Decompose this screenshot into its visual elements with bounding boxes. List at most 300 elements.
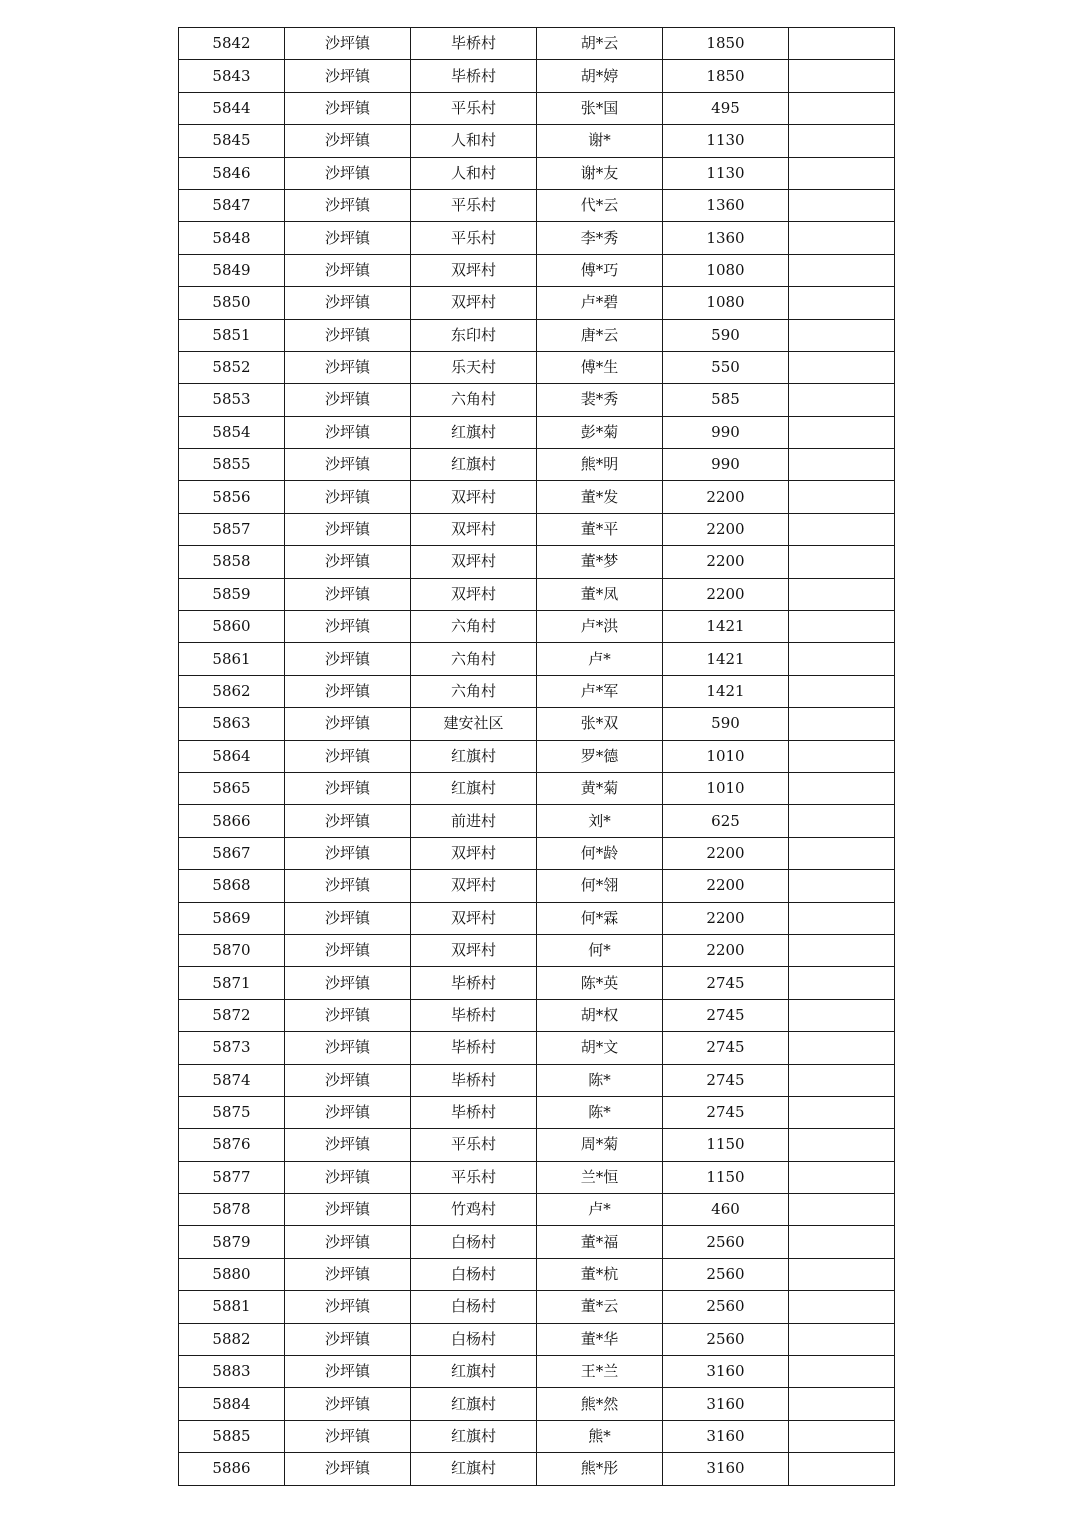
row-number-cell: 5848	[179, 222, 285, 254]
village-cell: 人和村	[411, 125, 537, 157]
amount-cell: 1421	[663, 611, 789, 643]
name-cell: 董*发	[537, 481, 663, 513]
row-number-cell: 5886	[179, 1453, 285, 1485]
town-cell: 沙坪镇	[285, 1064, 411, 1096]
town-cell: 沙坪镇	[285, 870, 411, 902]
village-cell: 平乐村	[411, 189, 537, 221]
table-row	[179, 189, 895, 221]
name-cell: 刘*	[537, 805, 663, 837]
table-row	[179, 1356, 895, 1388]
town-cell: 沙坪镇	[285, 1226, 411, 1258]
village-cell: 双坪村	[411, 481, 537, 513]
village-cell: 红旗村	[411, 1388, 537, 1420]
row-number-cell: 5856	[179, 481, 285, 513]
village-cell: 双坪村	[411, 902, 537, 934]
row-number-cell: 5871	[179, 967, 285, 999]
town-cell: 沙坪镇	[285, 1453, 411, 1485]
name-cell: 兰*恒	[537, 1161, 663, 1193]
name-cell: 卢*	[537, 643, 663, 675]
table-row	[179, 254, 895, 286]
name-cell: 代*云	[537, 189, 663, 221]
note-cell	[789, 1194, 895, 1226]
name-cell: 唐*云	[537, 319, 663, 351]
row-number-cell: 5854	[179, 416, 285, 448]
name-cell: 何*翎	[537, 870, 663, 902]
town-cell: 沙坪镇	[285, 254, 411, 286]
town-cell: 沙坪镇	[285, 319, 411, 351]
table-row	[179, 837, 895, 869]
village-cell: 白杨村	[411, 1258, 537, 1290]
row-number-cell: 5872	[179, 999, 285, 1031]
village-cell: 建安社区	[411, 708, 537, 740]
amount-cell: 1130	[663, 125, 789, 157]
town-cell: 沙坪镇	[285, 125, 411, 157]
name-cell: 胡*云	[537, 28, 663, 60]
name-cell: 王*兰	[537, 1356, 663, 1388]
town-cell: 沙坪镇	[285, 189, 411, 221]
note-cell	[789, 189, 895, 221]
town-cell: 沙坪镇	[285, 28, 411, 60]
table-row	[179, 643, 895, 675]
town-cell: 沙坪镇	[285, 384, 411, 416]
row-number-cell: 5852	[179, 351, 285, 383]
village-cell: 白杨村	[411, 1291, 537, 1323]
village-cell: 白杨村	[411, 1226, 537, 1258]
town-cell: 沙坪镇	[285, 157, 411, 189]
town-cell: 沙坪镇	[285, 1323, 411, 1355]
town-cell: 沙坪镇	[285, 1420, 411, 1452]
amount-cell: 3160	[663, 1453, 789, 1485]
table-row	[179, 1388, 895, 1420]
village-cell: 红旗村	[411, 1356, 537, 1388]
name-cell: 熊*	[537, 1420, 663, 1452]
note-cell	[789, 254, 895, 286]
amount-cell: 2200	[663, 934, 789, 966]
village-cell: 红旗村	[411, 416, 537, 448]
table-row	[179, 546, 895, 578]
name-cell: 傅*巧	[537, 254, 663, 286]
village-cell: 白杨村	[411, 1323, 537, 1355]
town-cell: 沙坪镇	[285, 1388, 411, 1420]
row-number-cell: 5846	[179, 157, 285, 189]
note-cell	[789, 805, 895, 837]
note-cell	[789, 1291, 895, 1323]
village-cell: 双坪村	[411, 934, 537, 966]
row-number-cell: 5881	[179, 1291, 285, 1323]
village-cell: 六角村	[411, 384, 537, 416]
town-cell: 沙坪镇	[285, 222, 411, 254]
town-cell: 沙坪镇	[285, 675, 411, 707]
note-cell	[789, 1226, 895, 1258]
village-cell: 红旗村	[411, 449, 537, 481]
table-row	[179, 1032, 895, 1064]
row-number-cell: 5882	[179, 1323, 285, 1355]
name-cell: 董*云	[537, 1291, 663, 1323]
town-cell: 沙坪镇	[285, 416, 411, 448]
amount-cell: 1150	[663, 1129, 789, 1161]
row-number-cell: 5863	[179, 708, 285, 740]
village-cell: 双坪村	[411, 546, 537, 578]
note-cell	[789, 675, 895, 707]
table-row	[179, 222, 895, 254]
name-cell: 卢*碧	[537, 287, 663, 319]
amount-cell: 1080	[663, 254, 789, 286]
name-cell: 卢*洪	[537, 611, 663, 643]
town-cell: 沙坪镇	[285, 351, 411, 383]
town-cell: 沙坪镇	[285, 1356, 411, 1388]
village-cell: 六角村	[411, 675, 537, 707]
table-row	[179, 578, 895, 610]
village-cell: 红旗村	[411, 772, 537, 804]
note-cell	[789, 1064, 895, 1096]
table-row	[179, 902, 895, 934]
table-row	[179, 157, 895, 189]
row-number-cell: 5876	[179, 1129, 285, 1161]
village-cell: 人和村	[411, 157, 537, 189]
row-number-cell: 5879	[179, 1226, 285, 1258]
amount-cell: 2200	[663, 870, 789, 902]
row-number-cell: 5877	[179, 1161, 285, 1193]
town-cell: 沙坪镇	[285, 60, 411, 92]
table-row	[179, 449, 895, 481]
table-row	[179, 1129, 895, 1161]
row-number-cell: 5859	[179, 578, 285, 610]
name-cell: 熊*然	[537, 1388, 663, 1420]
amount-cell: 2560	[663, 1258, 789, 1290]
roster-table	[178, 27, 895, 1486]
village-cell: 前进村	[411, 805, 537, 837]
town-cell: 沙坪镇	[285, 1032, 411, 1064]
town-cell: 沙坪镇	[285, 740, 411, 772]
village-cell: 平乐村	[411, 222, 537, 254]
name-cell: 周*菊	[537, 1129, 663, 1161]
note-cell	[789, 967, 895, 999]
name-cell: 陈*	[537, 1064, 663, 1096]
note-cell	[789, 449, 895, 481]
amount-cell: 625	[663, 805, 789, 837]
village-cell: 平乐村	[411, 92, 537, 124]
village-cell: 毕桥村	[411, 967, 537, 999]
town-cell: 沙坪镇	[285, 934, 411, 966]
name-cell: 何*龄	[537, 837, 663, 869]
town-cell: 沙坪镇	[285, 611, 411, 643]
name-cell: 何*霖	[537, 902, 663, 934]
row-number-cell: 5855	[179, 449, 285, 481]
table-row	[179, 934, 895, 966]
amount-cell: 1421	[663, 675, 789, 707]
note-cell	[789, 902, 895, 934]
name-cell: 傅*生	[537, 351, 663, 383]
village-cell: 六角村	[411, 611, 537, 643]
name-cell: 黄*菊	[537, 772, 663, 804]
amount-cell: 2200	[663, 481, 789, 513]
table-row	[179, 384, 895, 416]
note-cell	[789, 870, 895, 902]
village-cell: 双坪村	[411, 513, 537, 545]
village-cell: 毕桥村	[411, 1032, 537, 1064]
town-cell: 沙坪镇	[285, 546, 411, 578]
row-number-cell: 5853	[179, 384, 285, 416]
name-cell: 陈*英	[537, 967, 663, 999]
village-cell: 双坪村	[411, 837, 537, 869]
table-row	[179, 1226, 895, 1258]
note-cell	[789, 999, 895, 1031]
table-row	[179, 708, 895, 740]
row-number-cell: 5851	[179, 319, 285, 351]
table-row	[179, 125, 895, 157]
town-cell: 沙坪镇	[285, 1258, 411, 1290]
name-cell: 董*华	[537, 1323, 663, 1355]
table-row	[179, 1323, 895, 1355]
note-cell	[789, 546, 895, 578]
name-cell: 熊*彤	[537, 1453, 663, 1485]
name-cell: 胡*文	[537, 1032, 663, 1064]
village-cell: 双坪村	[411, 287, 537, 319]
table-row	[179, 1258, 895, 1290]
row-number-cell: 5880	[179, 1258, 285, 1290]
amount-cell: 2745	[663, 999, 789, 1031]
name-cell: 熊*明	[537, 449, 663, 481]
note-cell	[789, 1453, 895, 1485]
town-cell: 沙坪镇	[285, 578, 411, 610]
name-cell: 胡*婷	[537, 60, 663, 92]
table-row	[179, 740, 895, 772]
table-row	[179, 675, 895, 707]
town-cell: 沙坪镇	[285, 805, 411, 837]
name-cell: 董*杭	[537, 1258, 663, 1290]
row-number-cell: 5869	[179, 902, 285, 934]
name-cell: 董*平	[537, 513, 663, 545]
note-cell	[789, 92, 895, 124]
row-number-cell: 5857	[179, 513, 285, 545]
row-number-cell: 5861	[179, 643, 285, 675]
town-cell: 沙坪镇	[285, 287, 411, 319]
town-cell: 沙坪镇	[285, 837, 411, 869]
note-cell	[789, 222, 895, 254]
amount-cell: 3160	[663, 1388, 789, 1420]
table-row	[179, 1291, 895, 1323]
amount-cell: 990	[663, 449, 789, 481]
row-number-cell: 5865	[179, 772, 285, 804]
village-cell: 毕桥村	[411, 28, 537, 60]
village-cell: 毕桥村	[411, 1096, 537, 1128]
row-number-cell: 5884	[179, 1388, 285, 1420]
table-row	[179, 1194, 895, 1226]
note-cell	[789, 578, 895, 610]
village-cell: 毕桥村	[411, 60, 537, 92]
amount-cell: 2745	[663, 1064, 789, 1096]
amount-cell: 3160	[663, 1420, 789, 1452]
row-number-cell: 5847	[179, 189, 285, 221]
town-cell: 沙坪镇	[285, 772, 411, 804]
row-number-cell: 5873	[179, 1032, 285, 1064]
village-cell: 红旗村	[411, 740, 537, 772]
name-cell: 罗*德	[537, 740, 663, 772]
note-cell	[789, 643, 895, 675]
name-cell: 卢*军	[537, 675, 663, 707]
amount-cell: 2560	[663, 1323, 789, 1355]
note-cell	[789, 157, 895, 189]
amount-cell: 2745	[663, 967, 789, 999]
name-cell: 陈*	[537, 1096, 663, 1128]
name-cell: 谢*友	[537, 157, 663, 189]
amount-cell: 2200	[663, 902, 789, 934]
table-row	[179, 1064, 895, 1096]
amount-cell: 1360	[663, 189, 789, 221]
town-cell: 沙坪镇	[285, 1194, 411, 1226]
note-cell	[789, 319, 895, 351]
note-cell	[789, 1323, 895, 1355]
note-cell	[789, 1420, 895, 1452]
row-number-cell: 5885	[179, 1420, 285, 1452]
table-row	[179, 513, 895, 545]
village-cell: 东印村	[411, 319, 537, 351]
row-number-cell: 5867	[179, 837, 285, 869]
name-cell: 董*福	[537, 1226, 663, 1258]
table-row	[179, 351, 895, 383]
row-number-cell: 5864	[179, 740, 285, 772]
table-row	[179, 999, 895, 1031]
table-row	[179, 772, 895, 804]
village-cell: 红旗村	[411, 1420, 537, 1452]
town-cell: 沙坪镇	[285, 967, 411, 999]
town-cell: 沙坪镇	[285, 902, 411, 934]
amount-cell: 1150	[663, 1161, 789, 1193]
note-cell	[789, 351, 895, 383]
village-cell: 双坪村	[411, 578, 537, 610]
amount-cell: 2745	[663, 1096, 789, 1128]
row-number-cell: 5845	[179, 125, 285, 157]
amount-cell: 2560	[663, 1291, 789, 1323]
village-cell: 竹鸡村	[411, 1194, 537, 1226]
amount-cell: 585	[663, 384, 789, 416]
note-cell	[789, 1388, 895, 1420]
note-cell	[789, 481, 895, 513]
amount-cell: 1010	[663, 740, 789, 772]
village-cell: 平乐村	[411, 1161, 537, 1193]
table-row	[179, 870, 895, 902]
amount-cell: 2200	[663, 837, 789, 869]
table-row	[179, 28, 895, 60]
name-cell: 张*国	[537, 92, 663, 124]
table-row	[179, 805, 895, 837]
name-cell: 张*双	[537, 708, 663, 740]
name-cell: 谢*	[537, 125, 663, 157]
note-cell	[789, 1096, 895, 1128]
note-cell	[789, 60, 895, 92]
village-cell: 平乐村	[411, 1129, 537, 1161]
name-cell: 裴*秀	[537, 384, 663, 416]
roster-table-body	[179, 28, 895, 1486]
note-cell	[789, 1258, 895, 1290]
name-cell: 何*	[537, 934, 663, 966]
name-cell: 李*秀	[537, 222, 663, 254]
note-cell	[789, 837, 895, 869]
table-row	[179, 287, 895, 319]
amount-cell: 2200	[663, 546, 789, 578]
table-row	[179, 611, 895, 643]
amount-cell: 1130	[663, 157, 789, 189]
village-cell: 毕桥村	[411, 999, 537, 1031]
town-cell: 沙坪镇	[285, 481, 411, 513]
row-number-cell: 5883	[179, 1356, 285, 1388]
amount-cell: 495	[663, 92, 789, 124]
amount-cell: 3160	[663, 1356, 789, 1388]
amount-cell: 2560	[663, 1226, 789, 1258]
village-cell: 双坪村	[411, 870, 537, 902]
table-row	[179, 60, 895, 92]
row-number-cell: 5860	[179, 611, 285, 643]
amount-cell: 590	[663, 708, 789, 740]
document-page	[178, 27, 894, 1486]
amount-cell: 1010	[663, 772, 789, 804]
town-cell: 沙坪镇	[285, 1129, 411, 1161]
note-cell	[789, 287, 895, 319]
town-cell: 沙坪镇	[285, 708, 411, 740]
row-number-cell: 5858	[179, 546, 285, 578]
table-row	[179, 967, 895, 999]
town-cell: 沙坪镇	[285, 1161, 411, 1193]
row-number-cell: 5850	[179, 287, 285, 319]
name-cell: 卢*	[537, 1194, 663, 1226]
name-cell: 彭*菊	[537, 416, 663, 448]
row-number-cell: 5844	[179, 92, 285, 124]
name-cell: 董*梦	[537, 546, 663, 578]
note-cell	[789, 125, 895, 157]
row-number-cell: 5866	[179, 805, 285, 837]
table-row	[179, 1096, 895, 1128]
note-cell	[789, 611, 895, 643]
note-cell	[789, 513, 895, 545]
note-cell	[789, 28, 895, 60]
note-cell	[789, 1356, 895, 1388]
table-row	[179, 92, 895, 124]
amount-cell: 1421	[663, 643, 789, 675]
town-cell: 沙坪镇	[285, 513, 411, 545]
town-cell: 沙坪镇	[285, 1291, 411, 1323]
note-cell	[789, 708, 895, 740]
amount-cell: 990	[663, 416, 789, 448]
row-number-cell: 5849	[179, 254, 285, 286]
amount-cell: 460	[663, 1194, 789, 1226]
amount-cell: 1360	[663, 222, 789, 254]
row-number-cell: 5870	[179, 934, 285, 966]
table-row	[179, 319, 895, 351]
town-cell: 沙坪镇	[285, 1096, 411, 1128]
amount-cell: 1850	[663, 28, 789, 60]
note-cell	[789, 772, 895, 804]
village-cell: 双坪村	[411, 254, 537, 286]
note-cell	[789, 934, 895, 966]
village-cell: 红旗村	[411, 1453, 537, 1485]
table-row	[179, 1420, 895, 1452]
village-cell: 六角村	[411, 643, 537, 675]
amount-cell: 1850	[663, 60, 789, 92]
amount-cell: 2200	[663, 578, 789, 610]
town-cell: 沙坪镇	[285, 449, 411, 481]
name-cell: 董*凤	[537, 578, 663, 610]
note-cell	[789, 740, 895, 772]
town-cell: 沙坪镇	[285, 999, 411, 1031]
note-cell	[789, 1032, 895, 1064]
amount-cell: 1080	[663, 287, 789, 319]
row-number-cell: 5875	[179, 1096, 285, 1128]
amount-cell: 590	[663, 319, 789, 351]
row-number-cell: 5843	[179, 60, 285, 92]
note-cell	[789, 1129, 895, 1161]
amount-cell: 2745	[663, 1032, 789, 1064]
table-row	[179, 1453, 895, 1485]
